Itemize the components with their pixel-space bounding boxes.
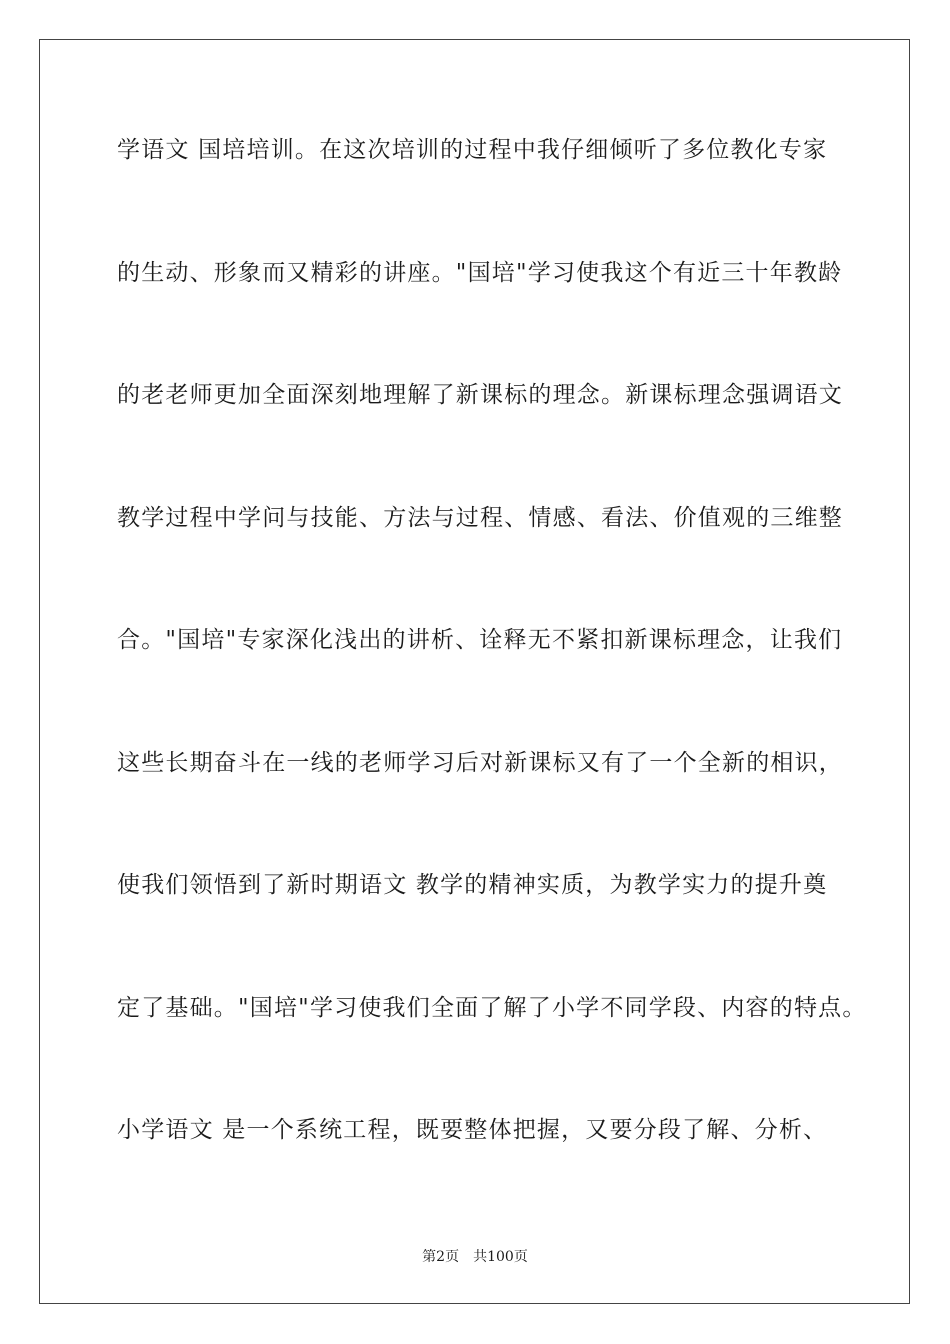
text-line: 教学过程中学问与技能、方法与过程、情感、看法、价值观的三维整 <box>117 504 843 531</box>
text-line: 合。"国培"专家深化浅出的讲析、诠释无不紧扣新课标理念，让我们 <box>117 627 843 653</box>
page-footer <box>0 1248 950 1266</box>
text-line: 的老老师更加全面深刻地理解了新课标的理念。新课标理念强调语文 <box>117 382 843 408</box>
page-total: 共100页 <box>473 1249 528 1265</box>
text-line: 定了基础。"国培"学习使我们全面了解了小学不同学段、内容的特点。 <box>117 994 867 1021</box>
text-line: 这些长期奋斗在一线的老师学习后对新课标又有了一个全新的相识， <box>117 749 843 776</box>
document-body <box>117 130 867 1233</box>
page-number: 第2页 <box>422 1249 460 1265</box>
text-line: 小学语文 是一个系统工程，既要整体把握，又要分段了解、分析、 <box>117 1117 828 1143</box>
text-line: 的生动、形象而又精彩的讲座。"国培"学习使我这个有近三十年教龄 <box>117 259 843 286</box>
text-line: 学语文 国培培训。在这次培训的过程中我仔细倾听了多位教化专家 <box>117 137 828 163</box>
text-line: 使我们领悟到了新时期语文 教学的精神实质，为教学实力的提升奠 <box>117 872 828 898</box>
